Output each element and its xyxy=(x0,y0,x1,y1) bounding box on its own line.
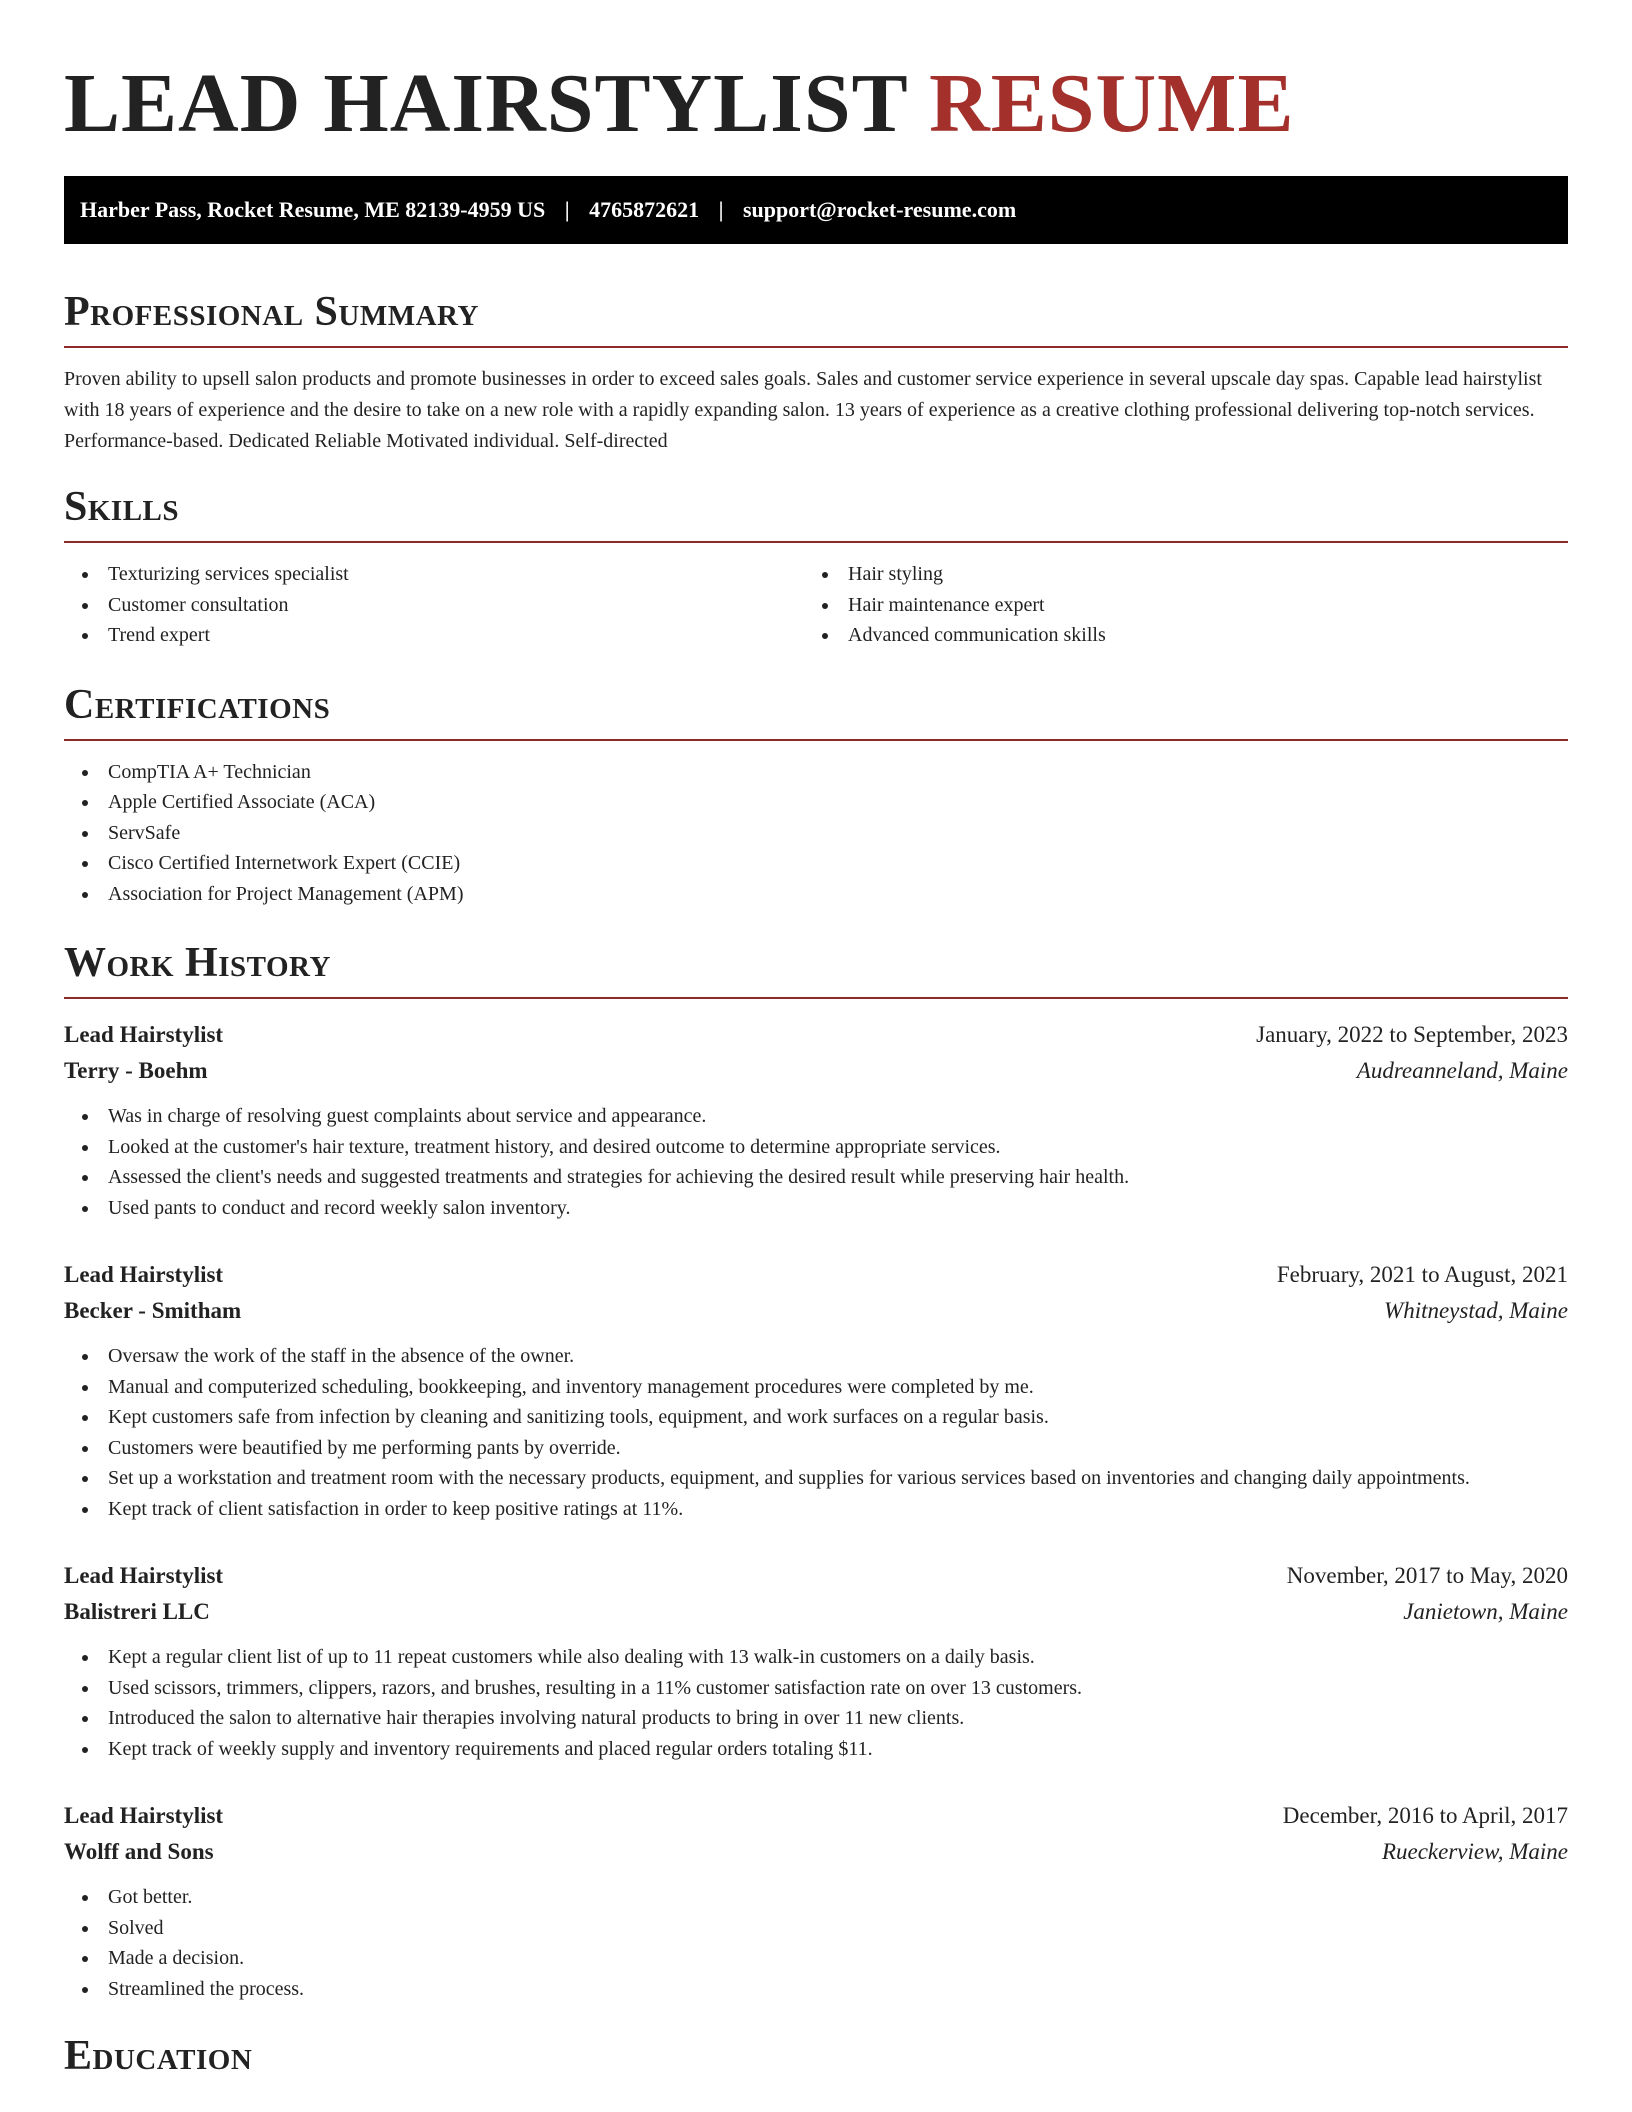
summary-text: Proven ability to upsell salon products and promote businesses in order to exceed sales goals. Sales and customer service experience in several upscale day spas. Capable lead hairstylist with 18 years of experience and the desire to take on a new role with a rapidly expanding salon. 13 years of experience as a creative clothing professional delivering top-notch services. Performance-based. Dedicated Reliable Motivated individual. Self-directed xyxy=(64,368,1542,452)
job-bullet: Set up a workstation and treatment room with the necessary products, equipment, and supplies for various services based on inventories and changing daily appointments. xyxy=(64,1463,1568,1494)
job-entry xyxy=(64,1558,1568,1764)
job-location: Audreanneland, Maine xyxy=(1356,1058,1568,1083)
skill-item: Advanced communication skills xyxy=(804,620,1544,651)
job-location: Rueckerview, Maine xyxy=(1381,1839,1568,1864)
job-company: Wolff and Sons xyxy=(64,1839,214,1864)
certification-item: Cisco Certified Internetwork Expert (CCIE) xyxy=(64,848,1568,879)
job-bullet: Assessed the client's needs and suggested treatments and strategies for achieving the desired result while preserving hair health. xyxy=(64,1162,1568,1193)
title-main: LEAD HAIRSTYLIST xyxy=(64,57,908,150)
job-bullets xyxy=(64,1882,1568,2004)
job-location: Janietown, Maine xyxy=(1403,1599,1568,1624)
job-title: Lead Hairstylist xyxy=(64,1563,224,1588)
job-bullet: Used scissors, trimmers, clippers, razors, and brushes, resulting in a 11% customer satisfaction rate on over 13 customers. xyxy=(64,1673,1568,1704)
job-dates: January, 2022 to September, 2023 xyxy=(1256,1022,1568,1047)
summary-heading: Professional Summary xyxy=(64,288,1568,348)
job-bullets xyxy=(64,1341,1568,1524)
skills-grid xyxy=(64,559,1568,651)
work-history-section xyxy=(64,939,1568,2004)
job-company: Balistreri LLC xyxy=(64,1599,210,1624)
skills-heading: Skills xyxy=(64,483,1568,543)
certifications-heading: Certifications xyxy=(64,681,1568,741)
summary-section xyxy=(64,288,1568,457)
skills-section xyxy=(64,483,1568,651)
job-bullet: Introduced the salon to alternative hair therapies involving natural products to bring in over 11 new clients. xyxy=(64,1703,1568,1734)
skills-list-right xyxy=(804,559,1544,651)
job-title: Lead Hairstylist xyxy=(64,1262,224,1287)
certifications-list xyxy=(64,757,1568,910)
job-location: Whitneystad, Maine xyxy=(1384,1298,1568,1323)
contact-email[interactable]: support@rocket-resume.com xyxy=(742,197,1017,222)
job-bullet: Used pants to conduct and record weekly salon inventory. xyxy=(64,1193,1568,1224)
job-company: Terry - Boehm xyxy=(64,1058,208,1083)
resume-title xyxy=(64,58,1568,150)
education-heading: Education xyxy=(64,2033,253,2079)
certification-item: CompTIA A+ Technician xyxy=(64,757,1568,788)
job-bullet: Customers were beautified by me performing pants by override. xyxy=(64,1433,1568,1464)
contact-address: Harber Pass, Rocket Resume, ME 82139-4959 US xyxy=(80,197,546,222)
certification-item: ServSafe xyxy=(64,818,1568,849)
job-bullet: Was in charge of resolving guest complaints about service and appearance. xyxy=(64,1101,1568,1132)
job-title: Lead Hairstylist xyxy=(64,1022,224,1047)
education-section xyxy=(64,2032,1568,2090)
job-bullet: Looked at the customer's hair texture, treatment history, and desired outcome to determine appropriate services. xyxy=(64,1132,1568,1163)
skill-item: Hair maintenance expert xyxy=(804,590,1544,621)
contact-separator: | xyxy=(718,197,724,222)
job-dates: December, 2016 to April, 2017 xyxy=(1282,1803,1568,1828)
job-bullet: Solved xyxy=(64,1913,1568,1944)
title-accent: RESUME xyxy=(929,57,1295,150)
job-entry xyxy=(64,1257,1568,1524)
job-bullet: Manual and computerized scheduling, bookkeeping, and inventory management procedures were completed by me. xyxy=(64,1372,1568,1403)
job-bullet: Kept a regular client list of up to 11 repeat customers while also dealing with 13 walk-in customers on a daily basis. xyxy=(64,1642,1568,1673)
work-history-heading: Work History xyxy=(64,939,1568,999)
contact-phone[interactable]: 4765872621 xyxy=(589,197,700,222)
skill-item: Trend expert xyxy=(64,620,804,651)
job-bullet: Kept track of weekly supply and inventory requirements and placed regular orders totaling $11. xyxy=(64,1734,1568,1765)
skill-item: Hair styling xyxy=(804,559,1544,590)
certification-item: Association for Project Management (APM) xyxy=(64,879,1568,910)
job-title: Lead Hairstylist xyxy=(64,1803,224,1828)
skills-list-left xyxy=(64,559,804,651)
job-bullets xyxy=(64,1642,1568,1764)
job-entry xyxy=(64,1798,1568,2004)
job-bullets xyxy=(64,1101,1568,1223)
certification-item: Apple Certified Associate (ACA) xyxy=(64,787,1568,818)
job-company: Becker - Smitham xyxy=(64,1298,242,1323)
resume-page xyxy=(64,0,1568,2090)
skill-item: Texturizing services specialist xyxy=(64,559,804,590)
job-bullet: Made a decision. xyxy=(64,1943,1568,1974)
certifications-section xyxy=(64,681,1568,910)
job-bullet: Streamlined the process. xyxy=(64,1974,1568,2005)
contact-separator: | xyxy=(564,197,570,222)
skill-item: Customer consultation xyxy=(64,590,804,621)
job-bullet: Oversaw the work of the staff in the absence of the owner. xyxy=(64,1341,1568,1372)
job-dates: November, 2017 to May, 2020 xyxy=(1286,1563,1568,1588)
contact-bar xyxy=(64,176,1568,244)
job-bullet: Kept track of client satisfaction in order to keep positive ratings at 11%. xyxy=(64,1494,1568,1525)
job-dates: February, 2021 to August, 2021 xyxy=(1276,1262,1568,1287)
job-entry xyxy=(64,1017,1568,1223)
job-bullet: Got better. xyxy=(64,1882,1568,1913)
job-bullet: Kept customers safe from infection by cleaning and sanitizing tools, equipment, and work surfaces on a regular basis. xyxy=(64,1402,1568,1433)
